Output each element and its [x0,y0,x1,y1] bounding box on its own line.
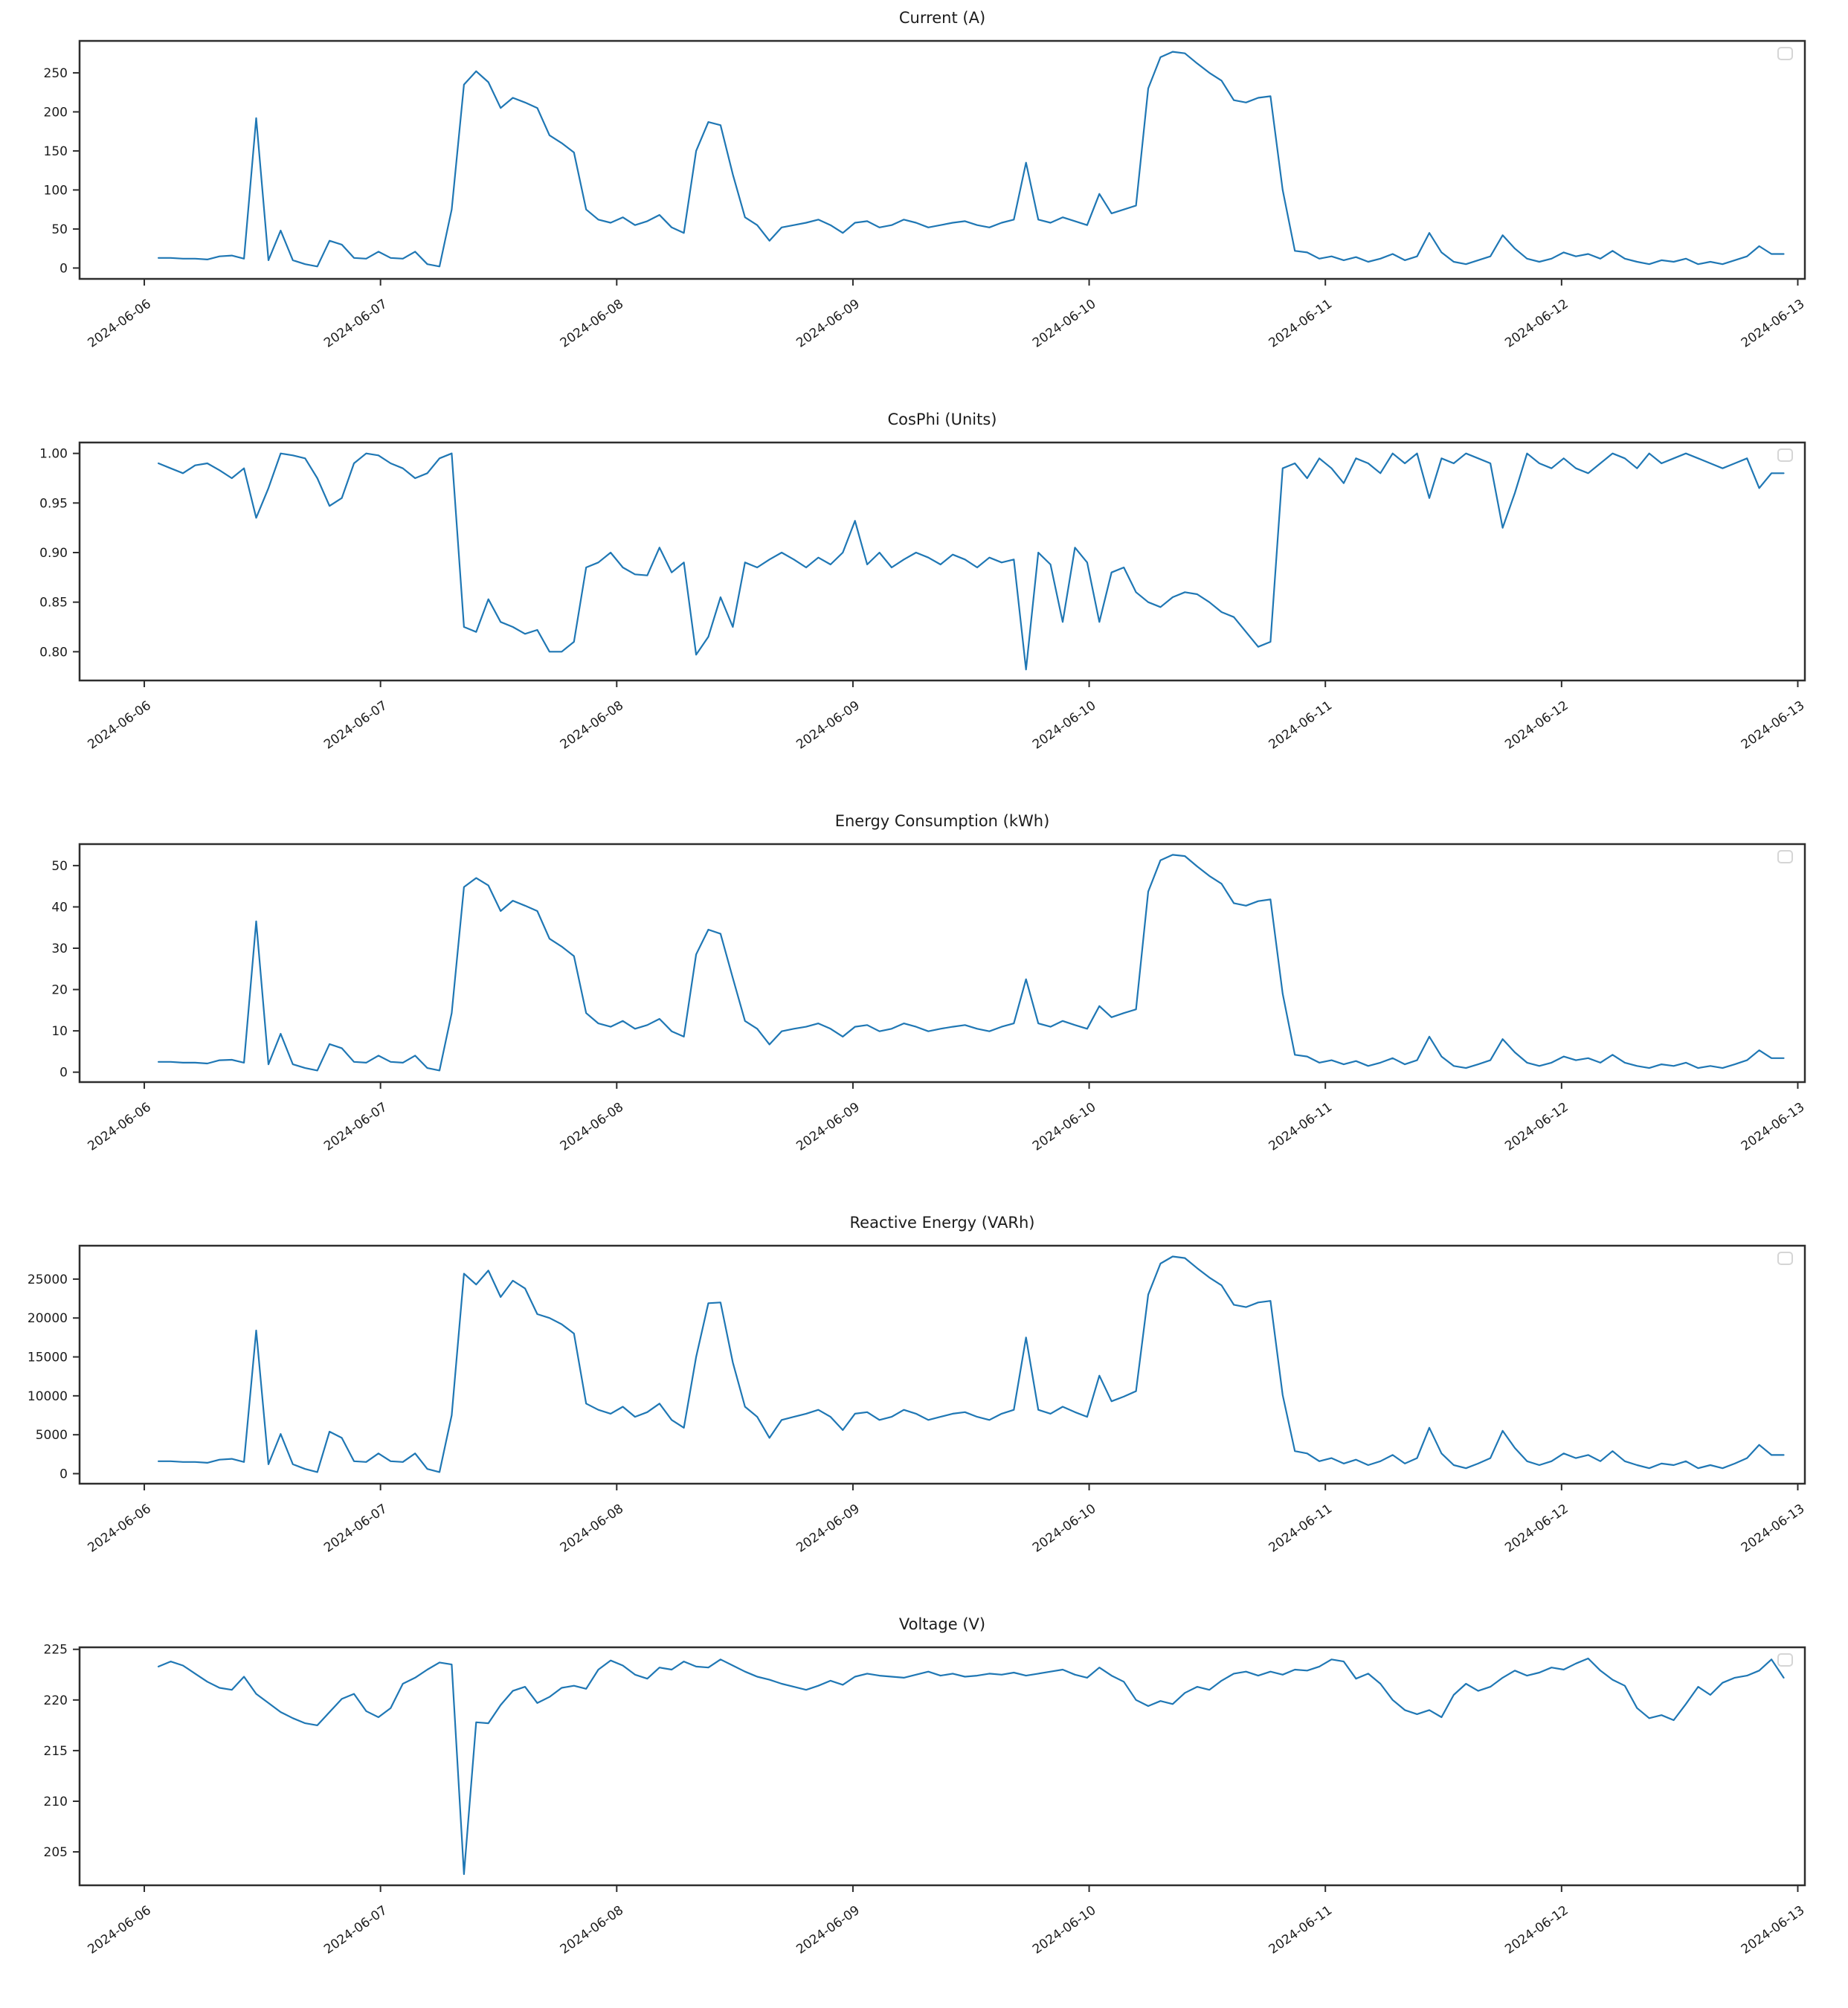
x-tick-label: 2024-06-10 [1030,698,1099,753]
legend-box [1778,449,1792,461]
y-tick-label: 205 [43,1845,68,1861]
x-tick-label: 2024-06-11 [1266,296,1336,351]
x-tick-label: 2024-06-11 [1266,1902,1336,1957]
legend-box [1778,48,1792,59]
y-tick-label: 0 [59,1065,68,1081]
y-tick-label: 5000 [35,1428,68,1444]
series-line [158,1257,1783,1473]
y-tick-label: 50 [51,858,68,874]
y-tick-label: 0 [59,1467,68,1482]
x-tick-label: 2024-06-09 [793,1099,863,1154]
y-tick-label: 10 [51,1024,68,1040]
x-tick-label: 2024-06-12 [1502,698,1571,753]
x-tick-label: 2024-06-10 [1030,296,1099,351]
legend-box [1778,851,1792,863]
chart-title-energy-consumption: Energy Consumption (kWh) [834,812,1050,830]
x-tick-label: 2024-06-06 [85,296,154,351]
x-tick-label: 2024-06-11 [1266,698,1336,753]
x-tick-label: 2024-06-09 [793,698,863,753]
y-tick-label: 40 [51,900,68,915]
x-tick-label: 2024-06-07 [321,1501,390,1556]
x-tick-label: 2024-06-08 [557,1902,627,1957]
chart-canvas-energy-consumption [0,803,1848,1205]
x-tick-label: 2024-06-12 [1502,296,1571,351]
x-tick-label: 2024-06-12 [1502,1902,1571,1957]
chart-canvas-cosphi [0,402,1848,803]
x-tick-label: 2024-06-09 [793,1501,863,1556]
x-tick-label: 2024-06-07 [321,296,390,351]
y-tick-label: 20000 [27,1311,68,1327]
chart-current [0,0,1848,402]
x-tick-label: 2024-06-06 [85,1501,154,1556]
y-tick-label: 225 [43,1642,68,1658]
x-tick-label: 2024-06-07 [321,1902,390,1957]
chart-title-reactive-energy: Reactive Energy (VARh) [849,1214,1035,1232]
series-line [158,52,1783,267]
series-line [158,855,1783,1070]
chart-canvas-voltage [0,1606,1848,2008]
x-tick-label: 2024-06-11 [1266,1501,1336,1556]
x-tick-label: 2024-06-13 [1738,1902,1808,1957]
x-tick-label: 2024-06-10 [1030,1099,1099,1154]
y-tick-label: 0.90 [39,546,68,561]
y-tick-label: 15000 [27,1350,68,1365]
y-tick-label: 0 [59,261,68,277]
y-tick-label: 0.95 [39,496,68,512]
chart-title-voltage: Voltage (V) [898,1615,986,1633]
y-tick-label: 0.85 [39,595,68,611]
y-tick-label: 220 [43,1693,68,1708]
y-tick-label: 25000 [27,1272,68,1287]
axes-frame [80,443,1805,680]
x-tick-label: 2024-06-12 [1502,1501,1571,1556]
y-tick-label: 200 [43,105,68,120]
y-tick-label: 250 [43,65,68,81]
y-tick-label: 50 [51,222,68,237]
chart-canvas-reactive-energy [0,1205,1848,1606]
x-tick-label: 2024-06-10 [1030,1902,1099,1957]
x-tick-label: 2024-06-08 [557,1501,627,1556]
series-line [158,1658,1783,1874]
y-tick-label: 30 [51,942,68,956]
x-tick-label: 2024-06-06 [85,1902,154,1957]
x-tick-label: 2024-06-07 [321,698,390,753]
y-tick-label: 100 [43,183,68,199]
y-tick-label: 150 [43,144,68,159]
x-tick-label: 2024-06-06 [85,698,154,753]
chart-reactive-energy [0,1205,1848,1606]
x-tick-label: 2024-06-11 [1266,1099,1336,1154]
legend-box [1778,1654,1792,1666]
chart-voltage [0,1606,1848,2008]
y-tick-label: 1.00 [39,446,68,462]
axes-frame [80,1647,1805,1885]
x-tick-label: 2024-06-13 [1738,1099,1808,1154]
x-tick-label: 2024-06-10 [1030,1501,1099,1556]
x-tick-label: 2024-06-12 [1502,1099,1571,1154]
chart-cosphi [0,402,1848,803]
chart-canvas-current [0,0,1848,402]
legend-box [1778,1252,1792,1264]
x-tick-label: 2024-06-08 [557,1099,627,1154]
x-tick-label: 2024-06-13 [1738,296,1808,351]
x-tick-label: 2024-06-13 [1738,698,1808,753]
axes-frame [80,1246,1805,1484]
x-tick-label: 2024-06-09 [793,296,863,351]
y-tick-label: 0.80 [39,645,68,660]
y-tick-label: 10000 [27,1388,68,1404]
x-tick-label: 2024-06-13 [1738,1501,1808,1556]
x-tick-label: 2024-06-07 [321,1099,390,1154]
y-tick-label: 215 [43,1743,68,1759]
y-tick-label: 210 [43,1794,68,1809]
y-tick-label: 20 [51,982,68,998]
x-tick-label: 2024-06-08 [557,698,627,753]
chart-title-current: Current (A) [898,9,986,27]
x-tick-label: 2024-06-09 [793,1902,863,1957]
series-line [158,454,1783,670]
chart-title-cosphi: CosPhi (Units) [887,411,997,428]
chart-energy-consumption [0,803,1848,1205]
x-tick-label: 2024-06-06 [85,1099,154,1154]
x-tick-label: 2024-06-08 [557,296,627,351]
